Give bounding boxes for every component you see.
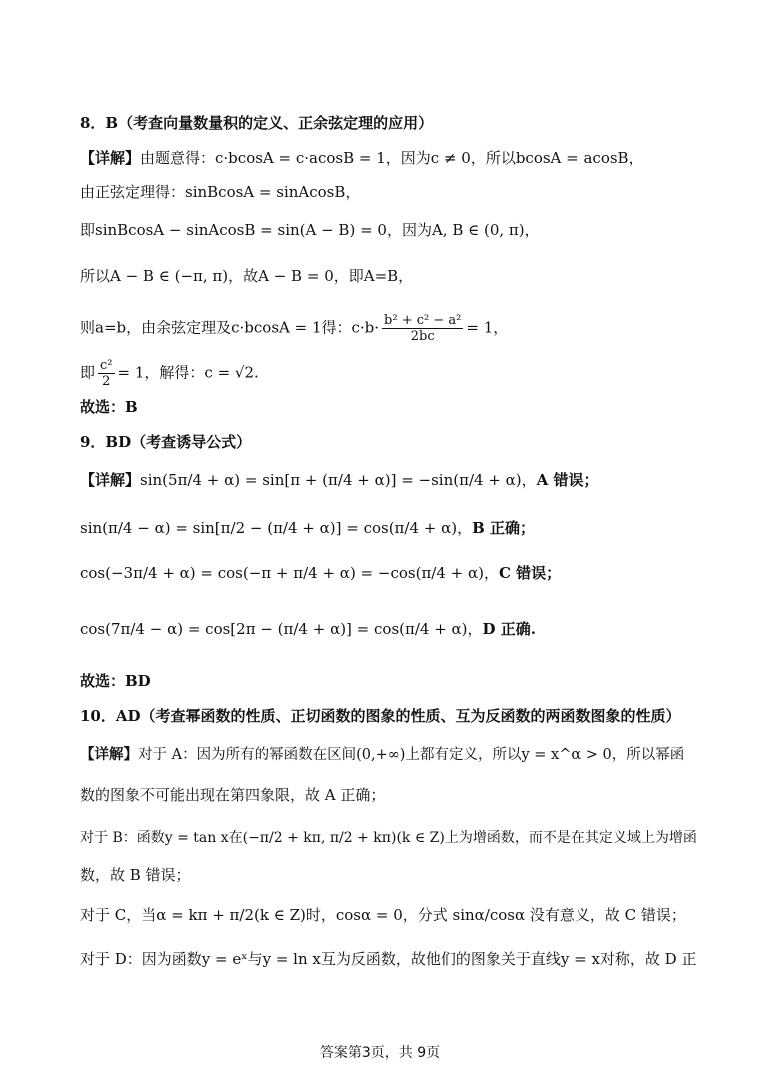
q10-line-3: 对于 B：函数y = tan x在(−π/2 + kπ, π/2 + kπ)(k ∈ Z)上为增函数，而不是在其定义域上为增函	[80, 830, 697, 846]
q8-answer: 故选：B	[80, 398, 138, 416]
q9-line-2: sin(π/4 − α) = sin[π/2 − (π/4 + α)] = cos(π/4 + α)，B 正确；	[80, 519, 536, 537]
q8-heading: 8．B（考查向量数量积的定义、正余弦定理的应用）	[80, 114, 434, 132]
q10-line-4: 数，故 B 错误；	[80, 866, 191, 884]
q9-heading: 9．BD（考查诱导公式）	[80, 433, 252, 451]
q9-line-3: cos(−3π/4 + α) = cos(−π + π/4 + α) = −cos(π/4 + α)，C 错误；	[80, 564, 562, 582]
q8-line-1: 【详解】由题意得：c·bcosA = c·acosB = 1，因为c ≠ 0，所以bcosA = acosB，	[80, 149, 644, 167]
q8-line-4: 所以A − B ∈ (−π, π)，故A − B = 0，即A=B，	[80, 267, 414, 285]
q8-line-2: 由正弦定理得：sinBcosA = sinAcosB，	[80, 183, 361, 201]
q10-line-6: 对于 D：因为函数y = eˣ与y = ln x互为反函数，故他们的图象关于直线y = x对称，故 D 正	[80, 950, 697, 968]
q9-line-1: 【详解】sin(5π/4 + α) = sin[π + (π/4 + α)] = −sin(π/4 + α)，A 错误；	[80, 471, 599, 489]
q10-line-2: 数的图象不可能出现在第四象限，故 A 正确；	[80, 786, 386, 804]
q8-line-6: 即 $\frac{\text{c²}}{2}$ = 1，解得：c = √2.	[80, 358, 259, 389]
fraction: $\frac{\text{c²}}{2}$	[100, 358, 113, 389]
q10-heading: 10．AD（考查幂函数的性质、正切函数的图象的性质、互为反函数的两函数图象的性质）	[80, 707, 681, 725]
q9-answer: 故选：BD	[80, 672, 151, 690]
q10-line-1: 【详解】对于 A：因为所有的幂函数在区间(0,+∞)上都有定义，所以y = x^α > 0，所以幂函	[80, 746, 685, 763]
q8-line-5: 则a=b，由余弦定理及c·bcosA = 1得：c·b· $\frac{\text{b² + c² − a²}}{2bc}$ = 1，	[80, 313, 509, 344]
q9-line-4: cos(7π/4 − α) = cos[2π − (π/4 + α)] = cos(π/4 + α)，D 正确.	[80, 620, 536, 638]
q10-line-5: 对于 C，当α = kπ + π/2(k ∈ Z)时，cosα = 0，分式 sinα/cosα 没有意义，故 C 错误；	[80, 906, 686, 924]
page-footer: 答案第3页，共 9页	[319, 1045, 441, 1061]
fraction: $\frac{\text{b² + c² − a²}}{2bc}$	[384, 313, 462, 344]
q8-line-3: 即sinBcosA − sinAcosB = sin(A − B) = 0，因为A, B ∈ (0, π)，	[80, 221, 540, 239]
